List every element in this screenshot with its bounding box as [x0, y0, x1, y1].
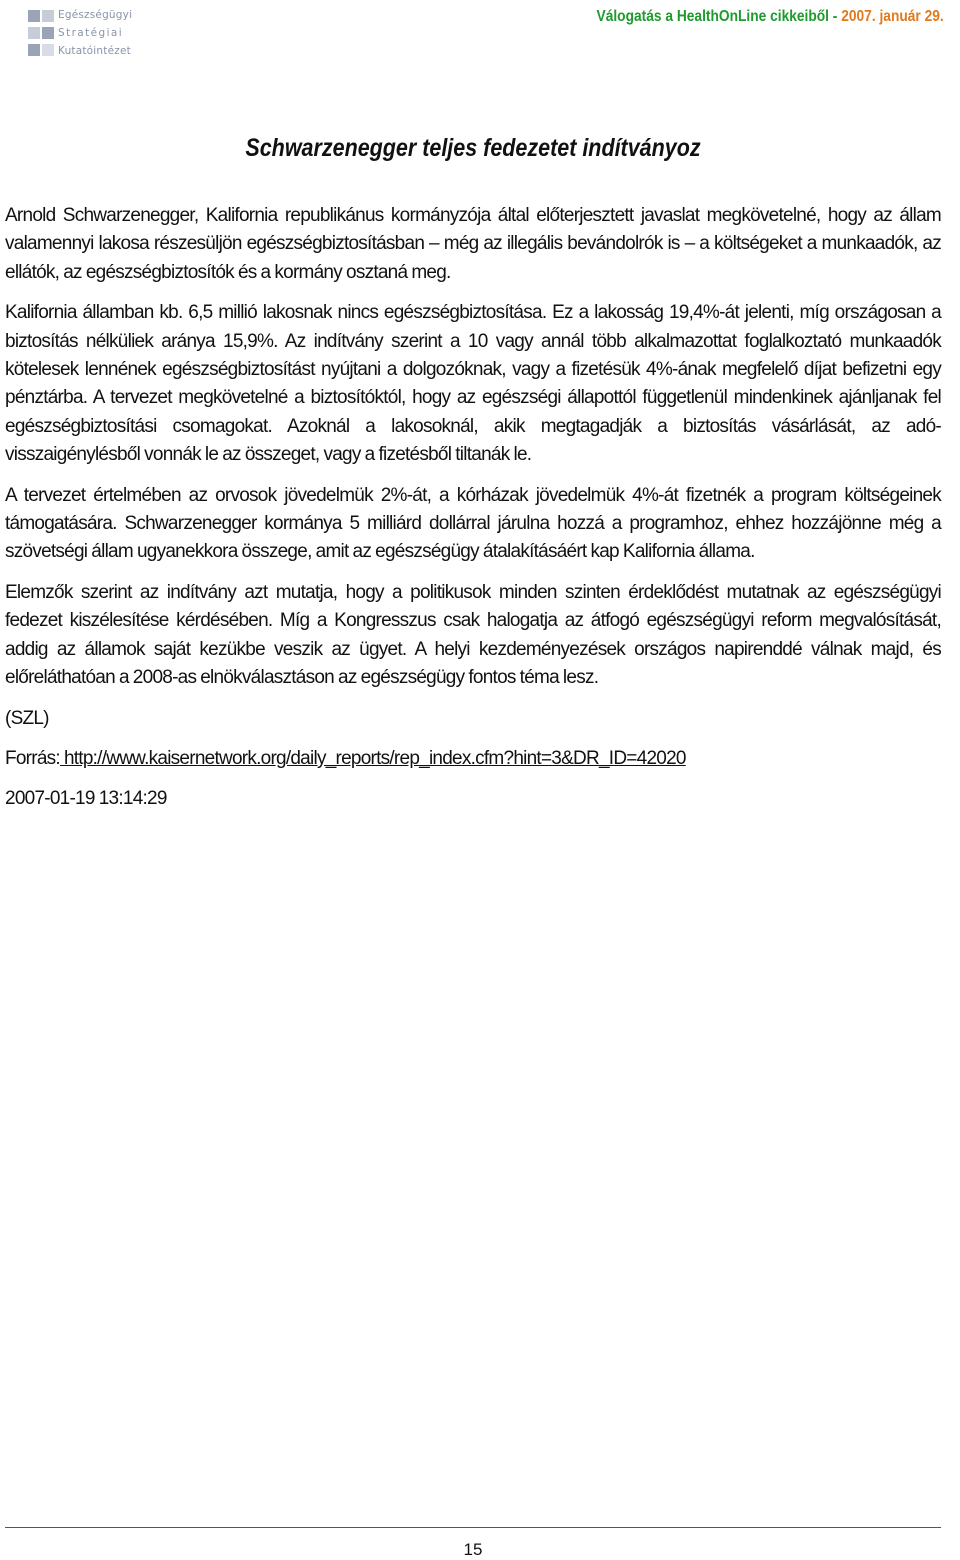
footer-divider [5, 1527, 941, 1528]
article-paragraph-2: Kalifornia államban kb. 6,5 millió lakosnak nincs egészségbiztosítása. Ez a lakosság 19,4%-át jelenti, míg országosan a biztosítás nélküliek aránya 15,9%. Az indítvány szerint a 10 vagy annál több alkalmazottat foglalkoztató munkaadók kötelesek lennének egészségbiztosítást nyújtani a dolgozóknak, vagy a fizetésük 4%-ának megfelelő díjat befizetni egy pénztárba. A tervezet megkövetelné a biztosítóktól, hogy az egészségi állapottól függetlenül mindenkinek ajánljanak fel egészségbiztosítási csomagokat. Azoknál a lakosoknál, akik megtagadják a biztosítás vásárlását, az adó-visszaigénylésből vonnák le az összeget, vagy a fizetésből tiltanák le. [5, 302, 941, 466]
logo-line-3: Kutatóintézet [58, 45, 131, 57]
page-header [0, 0, 960, 70]
publication-date: 2007. január 29. [841, 8, 944, 25]
article-paragraph-1: Arnold Schwarzenegger, Kalifornia republikánus kormányzója által előterjesztett javaslat megkövetelné, hogy az állam valamennyi lakosa részesüljön egészségbiztosításban – még az illegális bevándolrók is – a költségeket a munkaadók, az ellátók, az egészségbiztosítók és a kormány osztaná meg. [5, 205, 941, 283]
publication-name: Válogatás a HealthOnLine cikkeiből - [596, 8, 838, 25]
institute-logo-mark [26, 8, 56, 60]
header-publication-info [597, 8, 944, 26]
article-timestamp: 2007-01-19 13:14:29 [5, 788, 167, 810]
article-author: (SZL) [5, 707, 49, 729]
institute-logo [26, 6, 136, 62]
page-number: 15 [463, 1540, 483, 1559]
source-label: Forrás: [5, 747, 60, 769]
article-paragraph-4: Elemzők szerint az indítvány azt mutatja, hogy a politikusok minden szinten érdeklődést mutatnak az egészségügyi fedezet kiszélesítése kérdésében. Míg a Kongresszus csak halogatja az átfogó egészségügyi reform megvalósítását, addig az államok saját kezükbe veszik az ügyet. A helyi kezdeményezések országos napirenddé válnak majd, és előreláthatóan a 2008-as elnökválasztáson az egészségügy fontos téma lesz. [5, 581, 941, 689]
article-paragraph-3: A tervezet értelmében az orvosok jövedelmük 2%-át, a kórházak jövedelmük 4%-át fizetnék a program költségeinek támogatására. Schwarzenegger kormánya 5 milliárd dollárral járulna hozzá a programhoz, ehhez hozzájönne még a szövetségi állam ugyanekkora összege, amit az egészségügy átalakításáért kap Kalifornia állama. [5, 484, 941, 563]
source-link[interactable]: http://www.kaisernetwork.org/daily_reports/rep_index.cfm?hint=3&DR_ID=42020 [59, 747, 686, 769]
article-body [5, 202, 941, 814]
article-source [5, 745, 941, 773]
logo-line-2: Stratégiai [58, 27, 124, 39]
article-title: Schwarzenegger teljes fedezetet indítványoz [245, 134, 701, 162]
institute-logo-text [58, 6, 138, 60]
logo-line-1: Egészségügyi [58, 9, 133, 21]
